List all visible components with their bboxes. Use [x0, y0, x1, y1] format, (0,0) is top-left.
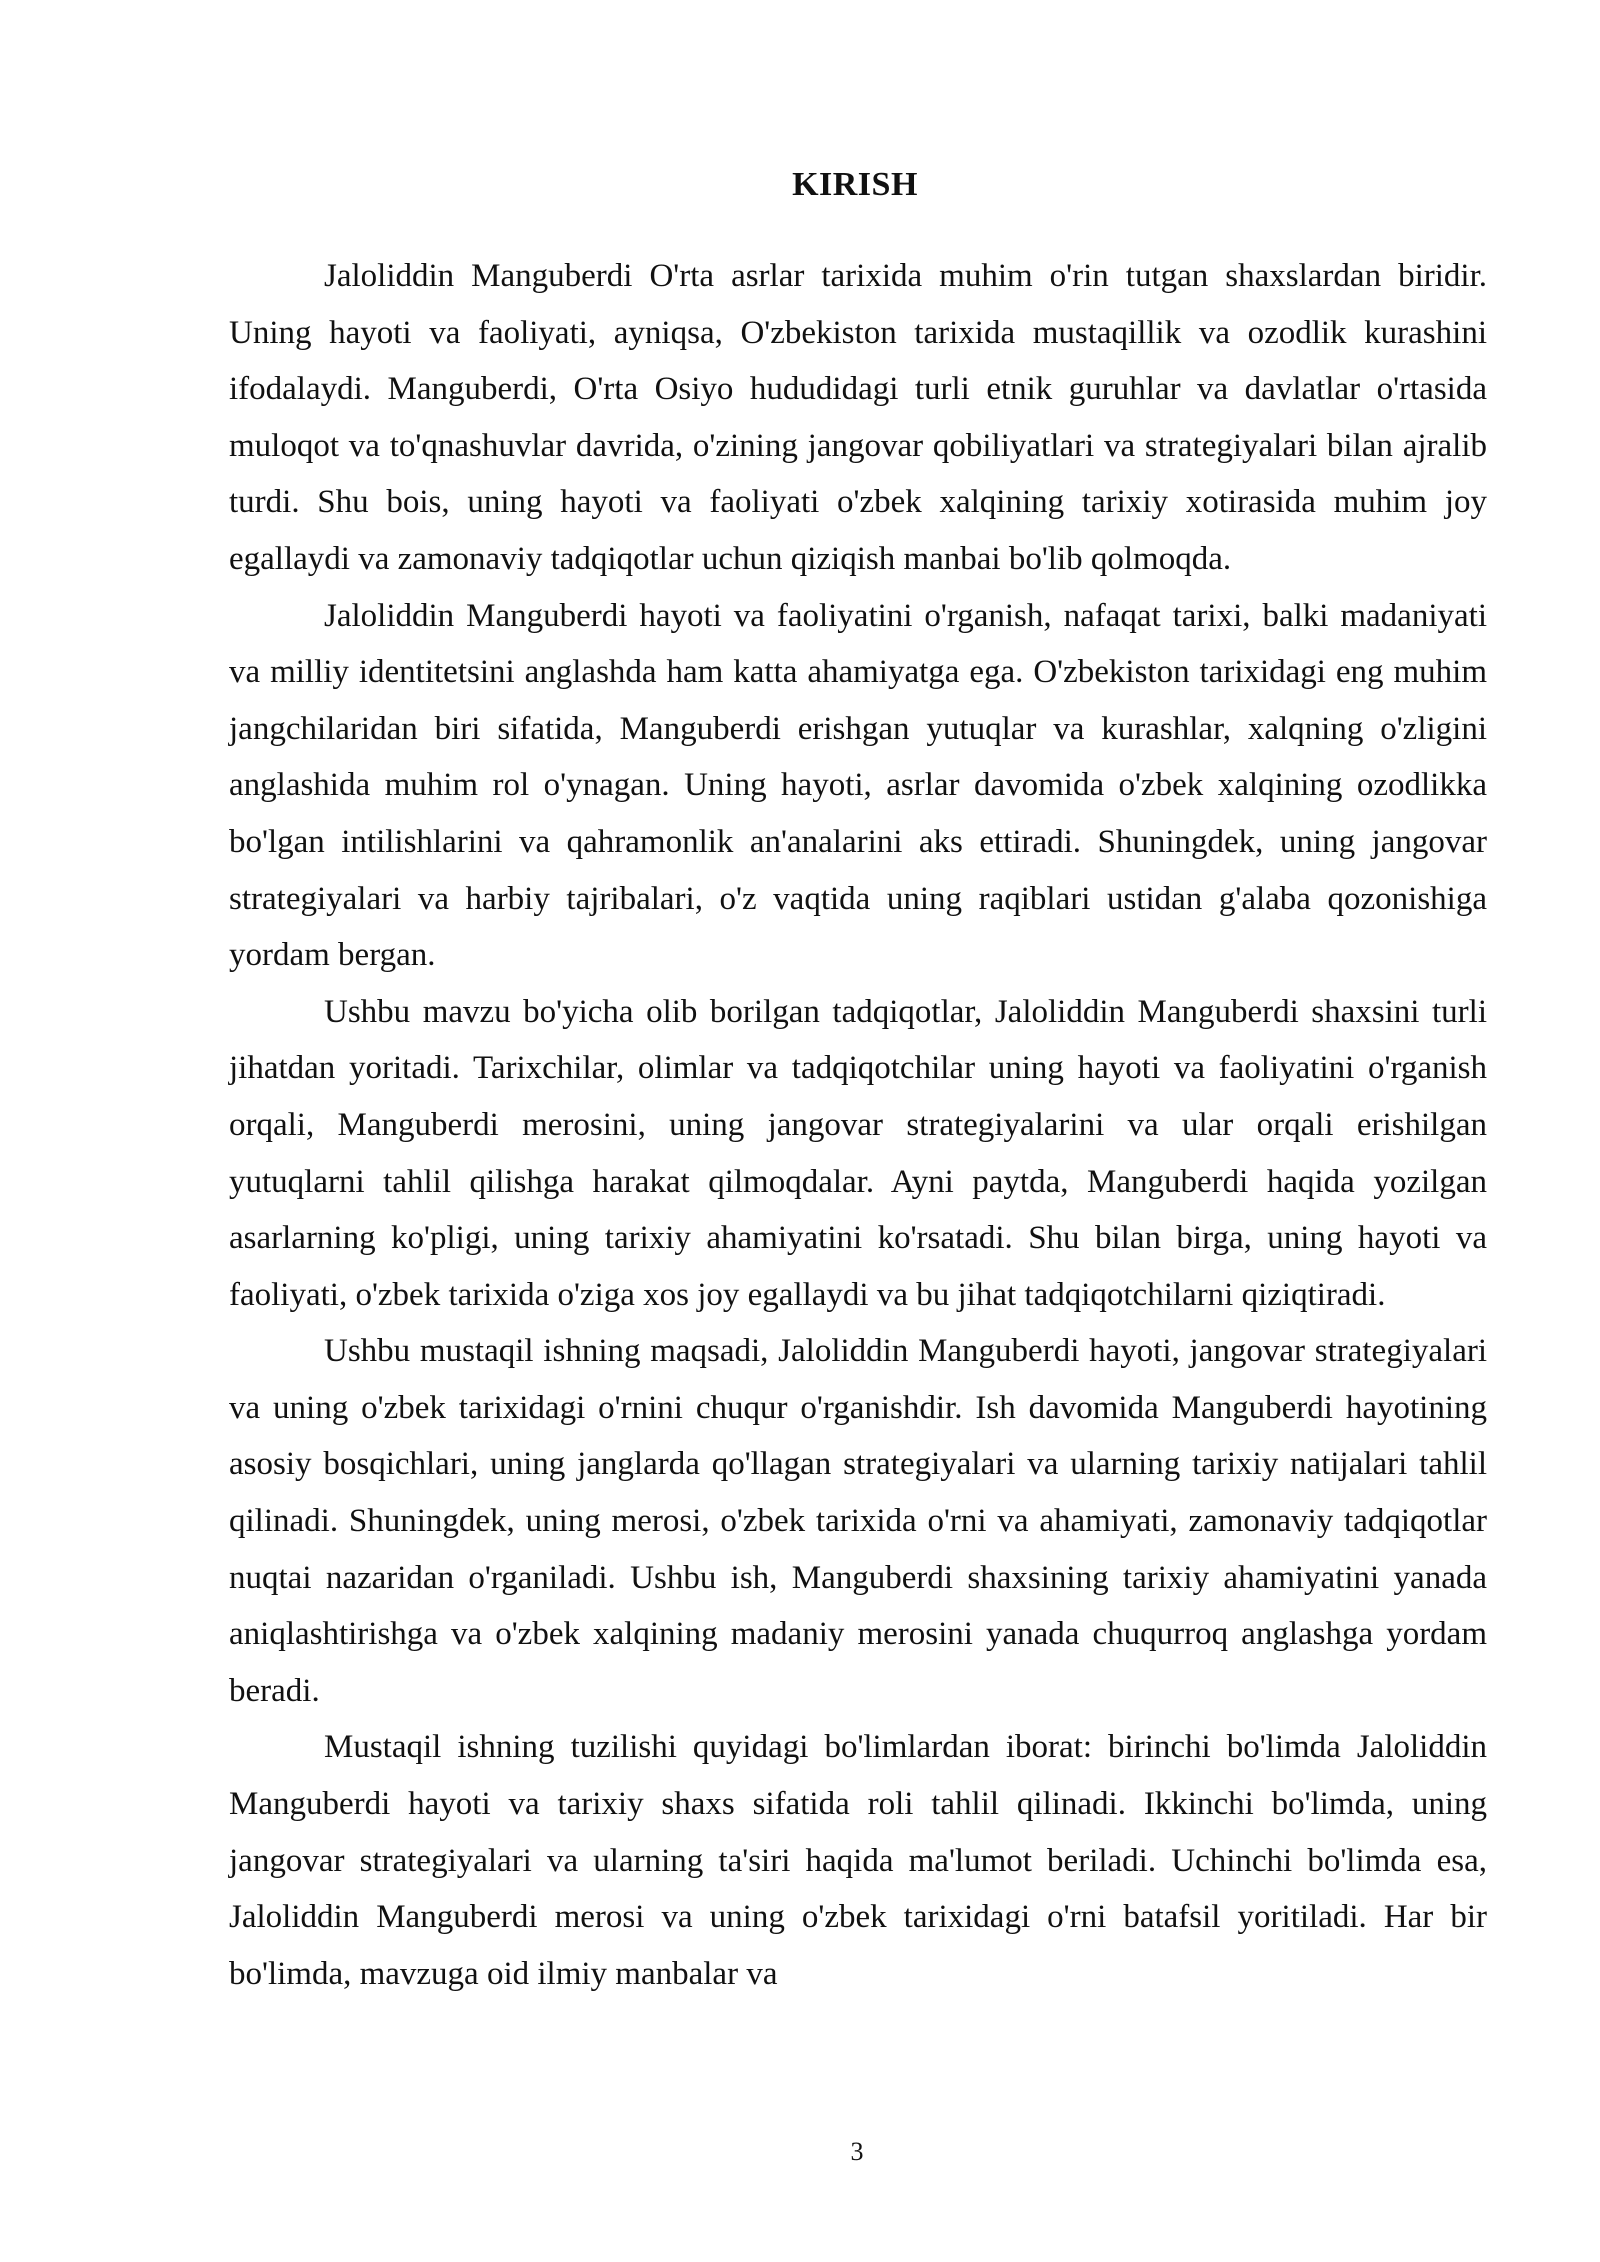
paragraph-2: Jaloliddin Manguberdi hayoti va faoliyatini o'rganish, nafaqat tarixi, balki madaniyati va milliy identitetsini anglashda ham katta ahamiyatga ega. O'zbekiston tarixidagi eng muhim jangchilaridan biri sifatida, Manguberdi erishgan yutuqlar va kurashlar, xalqning o'zligini anglashida muhim rol o'ynagan. Uning hayoti, asrlar davomida o'zbek xalqining ozodlikka bo'lgan intilishlarini va qahramonlik an'analarini aks ettiradi. Shuningdek, uning jangovar strategiyalari va harbiy tajribalari, o'z vaqtida uning raqiblari ustidan g'alaba qozonishiga yordam bergan.	[229, 597, 1487, 974]
paragraph-1: Jaloliddin Manguberdi O'rta asrlar tarixida muhim o'rin tutgan shaxslardan biridir. Uning hayoti va faoliyati, ayniqsa, O'zbekiston tarixida mustaqillik va ozodlik kurashini ifodalaydi. Manguberdi, O'rta Osiyo hududidagi turli etnik guruhlar va davlatlar o'rtasida muloqot va to'qnashuvlar davrida, o'zining jangovar qobiliyatlari va strategiyalari bilan ajralib turdi. Shu bois, uning hayoti va faoliyati o'zbek xalqining tarixiy xotirasida muhim joy egallaydi va zamonaviy tadqiqotlar uchun qiziqish manbai bo'lib qolmoqda.	[229, 258, 1487, 577]
page-number: 3	[850, 2137, 864, 2166]
section-title: KIRISH	[792, 166, 918, 203]
paragraph-5: Mustaqil ishning tuzilishi quyidagi bo'limlardan iborat: birinchi bo'limda Jaloliddin Manguberdi hayoti va tarixiy shaxs sifatida roli tahlil qilinadi. Ikkinchi bo'limda, uning jangovar strategiyalari va ularning ta'siri haqida ma'lumot beriladi. Uchinchi bo'limda esa, Jaloliddin Manguberdi merosi va uning o'zbek tarixidagi o'rni batafsil yoritiladi. Har bir bo'limda, mavzuga oid ilmiy manbalar va	[229, 1729, 1487, 1992]
paragraph-3: Ushbu mavzu bo'yicha olib borilgan tadqiqotlar, Jaloliddin Manguberdi shaxsini turli jihatdan yoritadi. Tarixchilar, olimlar va tadqiqotchilar uning hayoti va faoliyatini o'rganish orqali, Manguberdi merosini, uning jangovar strategiyalarini va ular orqali erishilgan yutuqlarni tahlil qilishga harakat qilmoqdalar. Ayni paytda, Manguberdi haqida yozilgan asarlarning ko'pligi, uning tarixiy ahamiyatini ko'rsatadi. Shu bilan birga, uning hayoti va faoliyati, o'zbek tarixida o'ziga xos joy egallaydi va bu jihat tadqiqotchilarni qiziqtiradi.	[229, 993, 1487, 1313]
paragraph-4: Ushbu mustaqil ishning maqsadi, Jaloliddin Manguberdi hayoti, jangovar strategiyalari va uning o'zbek tarixidagi o'rnini chuqur o'rganishdir. Ish davomida Manguberdi hayotining asosiy bosqichlari, uning janglarda qo'llagan strategiyalari va ularning tarixiy natijalari tahlil qilinadi. Shuningdek, uning merosi, o'zbek tarixida o'rni va ahamiyati, zamonaviy tadqiqotlar nuqtai nazaridan o'rganiladi. Ushbu ish, Manguberdi shaxsining tarixiy ahamiyatini yanada aniqlashtirishga va o'zbek xalqining madaniy merosini yanada chuqurroq anglashga yordam beradi.	[229, 1333, 1487, 1709]
body-text	[229, 248, 1487, 2002]
